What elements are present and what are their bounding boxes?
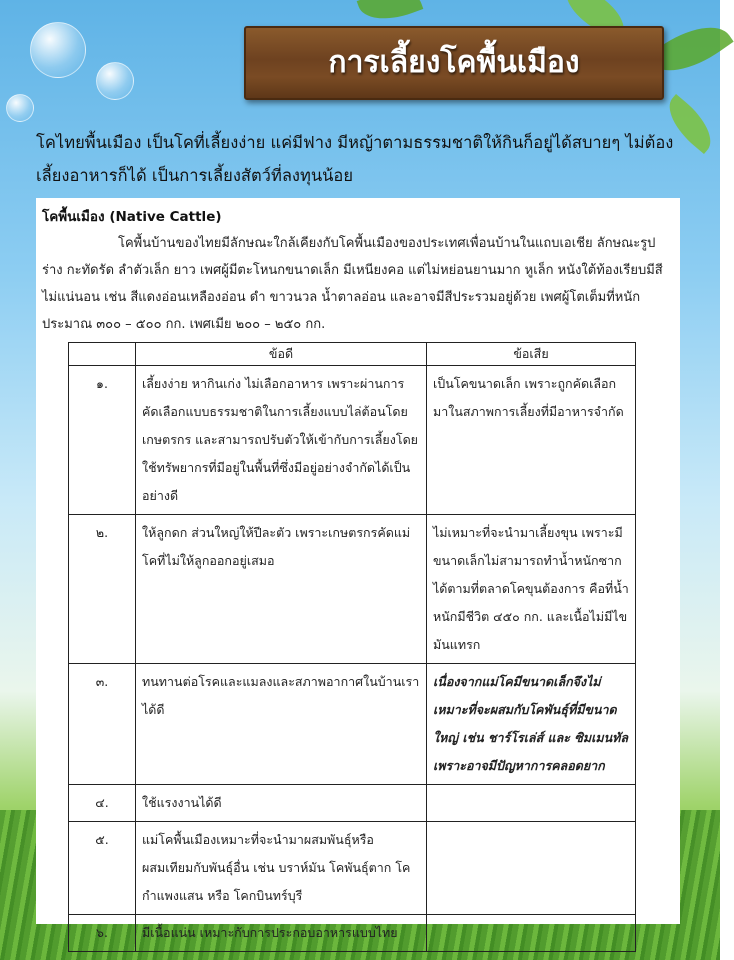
advantage-cell: ให้ลูกดก ส่วนใหญ่ให้ปีละตัว เพราะเกษตรกรคัดแม่โคที่ไม่ให้ลูกออกอยู่เสมอ bbox=[136, 515, 427, 664]
doc-paragraph-text: โคพื้นบ้านของไทยมีลักษณะใกล้เคียงกับโคพื้นเมืองของประเทศเพื่อนบ้านในแถบเอเชีย ลักษณะรูปร่าง กะทัดรัด ลำตัวเล็ก ยาว เพศผู้มีตะโหนกขนาดเล็ก มีเหนียงคอ แต่ไม่หย่อนยานมาก หูเล็ก หนังใต้ท้องเรียบมีสีไม่แน่นอน เช่น สีแดงอ่อนเหลืองอ่อน ดำ ขาวนวล น้ำตาลอ่อน และอาจมีสีประรวมอยู่ด้วย เพศผู้โตเต็มที่หนักประมาณ ๓๐๐ – ๕๐๐ กก. เพศเมีย ๒๐๐ – ๒๕๐ กก. bbox=[42, 236, 663, 332]
advantage-cell: มีเนื้อแน่น เหมาะกับการประกอบอาหารแบบไทย bbox=[136, 915, 427, 952]
table-row bbox=[69, 515, 636, 664]
page-title: การเลี้ยงโคพื้นเมือง bbox=[328, 45, 580, 80]
bubble-decoration bbox=[6, 94, 34, 122]
doc-heading: โคพื้นเมือง (Native Cattle) bbox=[42, 209, 222, 225]
comparison-table bbox=[68, 342, 636, 952]
row-number: ๔. bbox=[69, 785, 136, 822]
header-disadvantages: ข้อเสีย bbox=[427, 343, 636, 366]
disadvantage-cell bbox=[427, 822, 636, 915]
row-number: ๖. bbox=[69, 915, 136, 952]
table-row bbox=[69, 822, 636, 915]
table-row bbox=[69, 366, 636, 515]
header-advantages: ข้อดี bbox=[136, 343, 427, 366]
row-number: ๓. bbox=[69, 664, 136, 785]
disadvantage-cell bbox=[427, 915, 636, 952]
table-row bbox=[69, 915, 636, 952]
disadvantage-cell: เนื่องจากแม่โคมีขนาดเล็กจึงไม่เหมาะที่จะผสมกับโคพันธุ์ที่มีขนาดใหญ่ เช่น ชาร์โรเล่ส์ และ ซิมเมนทัล เพราะอาจมีปัญหาการคลอดยาก bbox=[427, 664, 636, 785]
disadvantage-cell: เป็นโคขนาดเล็ก เพราะถูกคัดเลือกมาในสภาพการเลี้ยงที่มีอาหารจำกัด bbox=[427, 366, 636, 515]
advantage-cell: ทนทานต่อโรคและแมลงและสภาพอากาศในบ้านเราได้ดี bbox=[136, 664, 427, 785]
row-number: ๑. bbox=[69, 366, 136, 515]
row-number: ๒. bbox=[69, 515, 136, 664]
header-num bbox=[69, 343, 136, 366]
advantage-cell: แม่โคพื้นเมืองเหมาะที่จะนำมาผสมพันธุ์หรือผสมเทียมกับพันธุ์อื่น เช่น บราห์มัน โคพันธุ์ตาก โคกำแพงแสน หรือ โคกบินทร์บุรี bbox=[136, 822, 427, 915]
disadvantage-cell: ไม่เหมาะที่จะนำมาเลี้ยงขุน เพราะมีขนาดเล็กไม่สามารถทำน้ำหนักซากได้ตามที่ตลาดโคขุนต้องการ คือที่น้ำหนักมีชีวิต ๔๕๐ กก. และเนื้อไม่มีไขมันแทรก bbox=[427, 515, 636, 664]
advantage-cell: เลี้ยงง่าย หากินเก่ง ไม่เลือกอาหาร เพราะผ่านการคัดเลือกแบบธรรมชาติในการเลี้ยงแบบไล่ต้อนโดยเกษตรกร และสามารถปรับตัวให้เข้ากับการเลี้ยงโดยใช้ทรัพยากรที่มีอยู่ในพื้นที่ซึ่งมีอยู่อย่างจำกัดได้เป็นอย่างดี bbox=[136, 366, 427, 515]
doc-paragraph bbox=[42, 230, 670, 338]
bubble-decoration bbox=[30, 22, 86, 78]
advantage-cell: ใช้แรงงานได้ดี bbox=[136, 785, 427, 822]
document-image bbox=[36, 198, 680, 940]
title-banner bbox=[244, 26, 664, 100]
disadvantage-cell bbox=[427, 785, 636, 822]
bubble-decoration bbox=[96, 62, 134, 100]
table-row bbox=[69, 664, 636, 785]
table-row bbox=[69, 785, 636, 822]
table-header-row bbox=[69, 343, 636, 366]
intro-text: โคไทยพื้นเมือง เป็นโคที่เลี้ยงง่าย แค่มีฟาง มีหญ้าตามธรรมชาติให้กินก็อยู่ได้สบายๆ ไม่ต้องเลี้ยงอาหารก็ได้ เป็นการเลี้ยงสัตว์ที่ลงทุนน้อย bbox=[36, 133, 674, 185]
row-number: ๕. bbox=[69, 822, 136, 915]
